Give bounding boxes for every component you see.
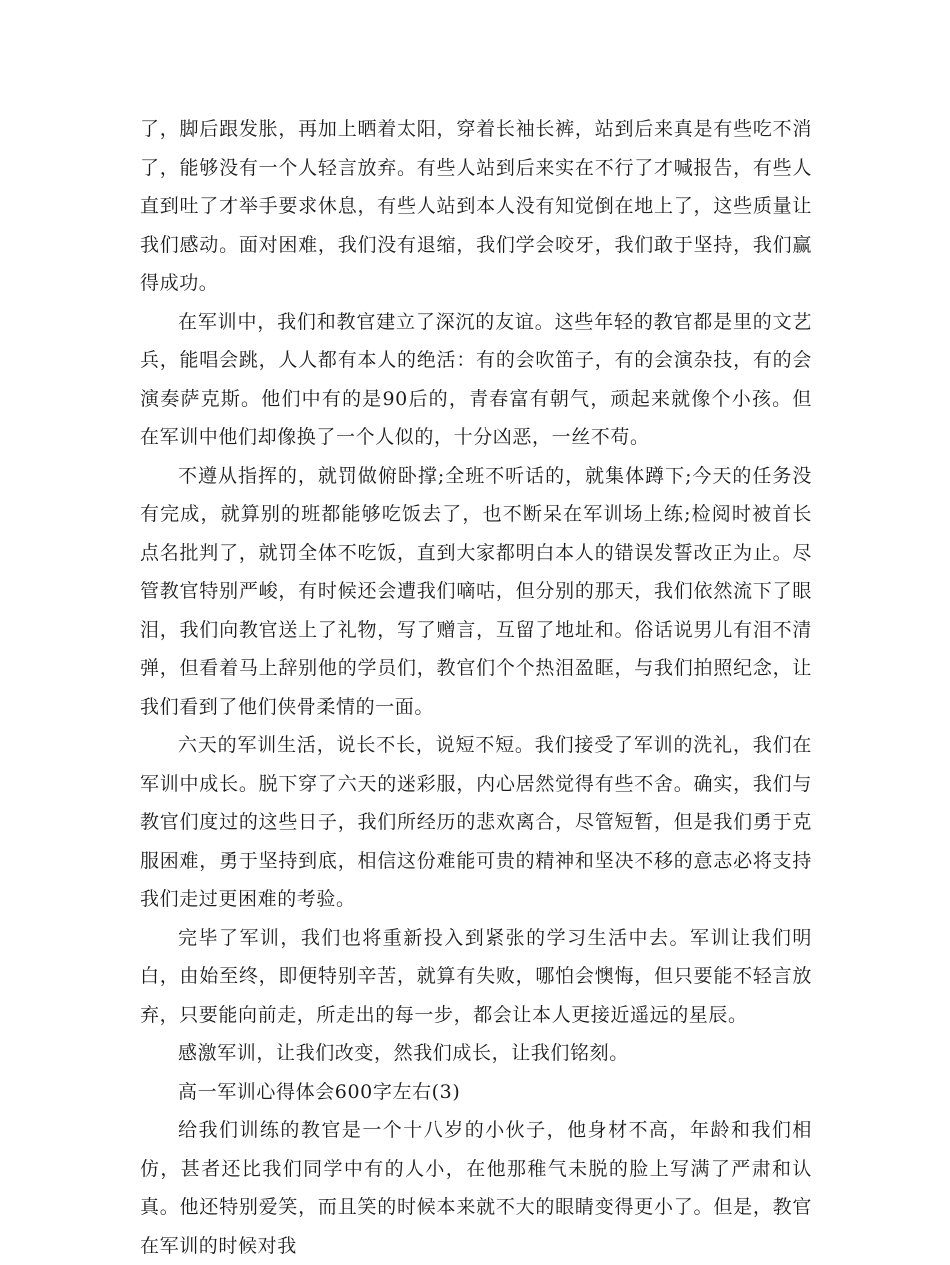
document-body: [140, 110, 812, 1265]
paragraph: 给我们训练的教官是一个十八岁的小伙子，他身材不高，年龄和我们相仿，甚者还比我们同学中有的人小，在他那稚气未脱的脸上写满了严肃和认真。他还特别爱笑，而且笑的时候本来就不大的眼睛变得更小了。但是，教官在军训的时候对我: [140, 1119, 812, 1257]
paragraph: 了，脚后跟发胀，再加上晒着太阳，穿着长袖长裤，站到后来真是有些吃不消了，能够没有一个人轻言放弃。有些人站到后来实在不行了才喊报告，有些人直到吐了才举手要求休息，有些人站到本人没有知觉倒在地上了，这些质量让我们感动。面对困难，我们没有退缩，我们学会咬牙，我们敢于坚持，我们赢得成功。: [140, 118, 812, 294]
paragraph: 感激军训，让我们改变，然我们成长，让我们铭刻。: [178, 1042, 629, 1064]
paragraph: 在军训中，我们和教官建立了深沉的友谊。这些年轻的教官都是里的文艺兵，能唱会跳，人人都有本人的绝活：有的会吹笛子，有的会演杂技，有的会演奏萨克斯。他们中有的是90后的，青春富有朝气，顽起来就像个小孩。但在军训中他们却像换了一个人似的，十分凶恶，一丝不苟。: [140, 310, 812, 448]
paragraph: 不遵从指挥的，就罚做俯卧撑;全班不听话的，就集体蹲下;今天的任务没有完成，就算别的班都能够吃饭去了，也不断呆在军训场上练;检阅时被首长点名批判了，就罚全体不吃饭，直到大家都明白本人的错误发誓改正为止。尽管教官特别严峻，有时候还会遭我们嘀咕，但分别的那天，我们依然流下了眼泪，我们向教官送上了礼物，写了赠言，互留了地址和。俗话说男儿有泪不清弹，但看着马上辞别他的学员们，教官们个个热泪盈眶，与我们拍照纪念，让我们看到了他们侠骨柔情的一面。: [140, 464, 812, 718]
section-heading: 高一军训心得体会600字左右(3): [178, 1080, 461, 1103]
paragraph: 六天的军训生活，说长不长，说短不短。我们接受了军训的洗礼，我们在军训中成长。脱下穿了六天的迷彩服，内心居然觉得有些不舍。确实，我们与教官们度过的这些日子，我们所经历的悲欢离合，尽管短暂，但是我们勇于克服困难，勇于坚持到底，相信这份难能可贵的精神和坚决不移的意志必将支持我们走过更困难的考验。: [140, 734, 812, 910]
paragraph: 完毕了军训，我们也将重新投入到紧张的学习生活中去。军训让我们明白，由始至终，即便特别辛苦，就算有失败，哪怕会懊悔，但只要能不轻言放弃，只要能向前走，所走出的每一步，都会让本人更接近遥远的星辰。: [140, 926, 812, 1026]
